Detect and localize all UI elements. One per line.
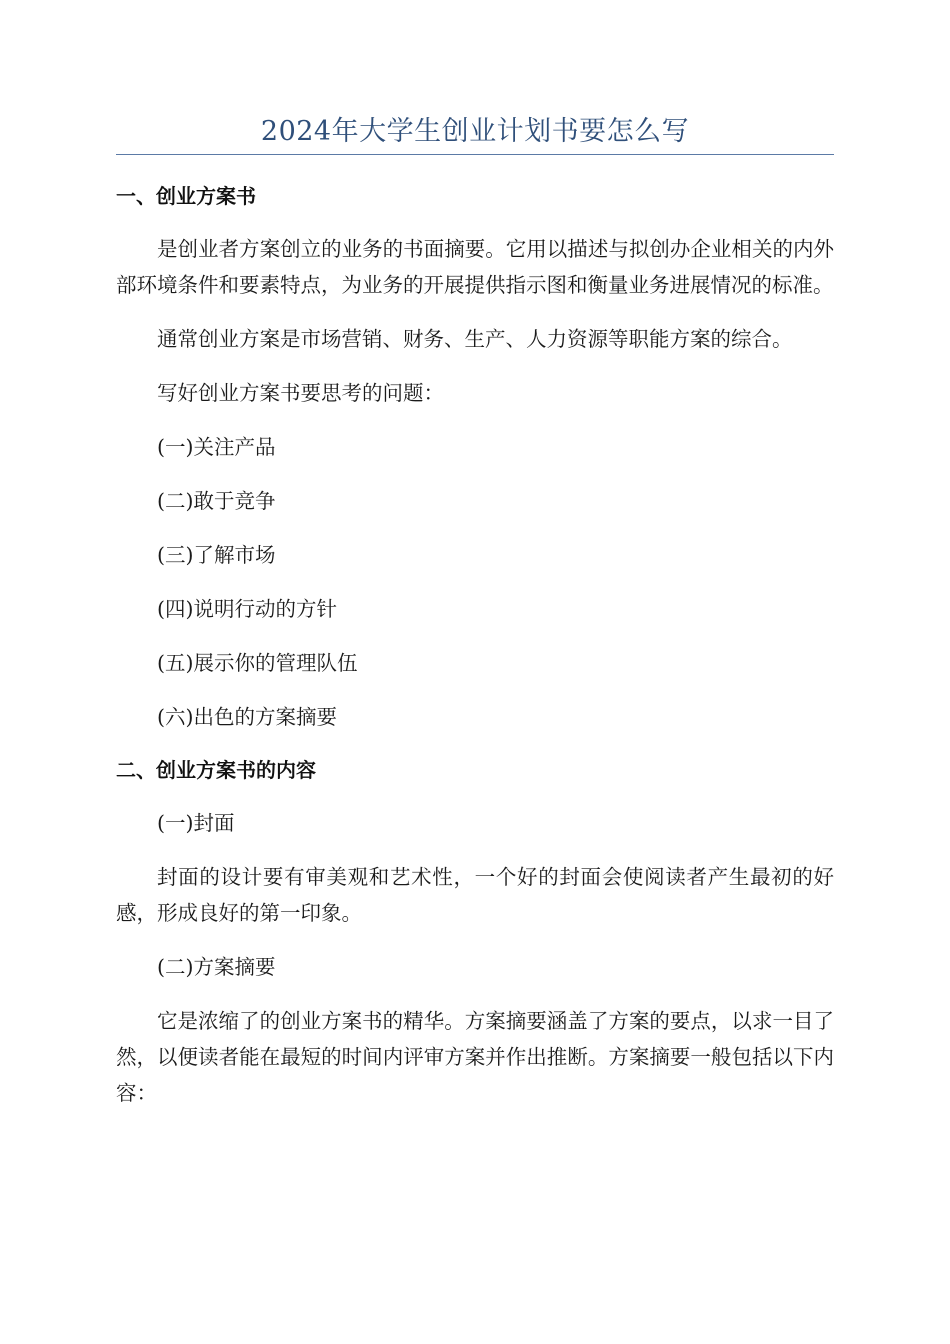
- list-item: (四)说明行动的方针: [157, 597, 337, 621]
- document-page: [116, 112, 834, 1111]
- paragraph: 它是浓缩了的创业方案书的精华。方案摘要涵盖了方案的要点，以求一目了然，以便读者能在最短的时间内评审方案并作出推断。方案摘要一般包括以下内容：: [116, 1009, 834, 1105]
- list-item: (一)关注产品: [157, 435, 276, 459]
- paragraph: 写好创业方案书要思考的问题：: [157, 381, 444, 405]
- document-title: 2024年大学生创业计划书要怎么写: [116, 112, 834, 155]
- paragraph: 封面的设计要有审美观和艺术性，一个好的封面会使阅读者产生最初的好感，形成良好的第一印象。: [116, 865, 834, 925]
- list-item: (六)出色的方案摘要: [157, 705, 337, 729]
- list-item: (五)展示你的管理队伍: [157, 651, 358, 675]
- list-item: (三)了解市场: [157, 543, 276, 567]
- paragraph: 通常创业方案是市场营销、财务、生产、人力资源等职能方案的综合。: [157, 327, 793, 351]
- list-item: (二)方案摘要: [157, 955, 276, 979]
- section-heading: 一、创业方案书: [116, 184, 256, 208]
- list-item: (一)封面: [157, 811, 235, 835]
- paragraph: 是创业者方案创立的业务的书面摘要。它用以描述与拟创办企业相关的内外部环境条件和要素特点，为业务的开展提供指示图和衡量业务进展情况的标准。: [116, 237, 834, 297]
- section-heading: 二、创业方案书的内容: [116, 758, 316, 782]
- list-item: (二)敢于竞争: [157, 489, 276, 513]
